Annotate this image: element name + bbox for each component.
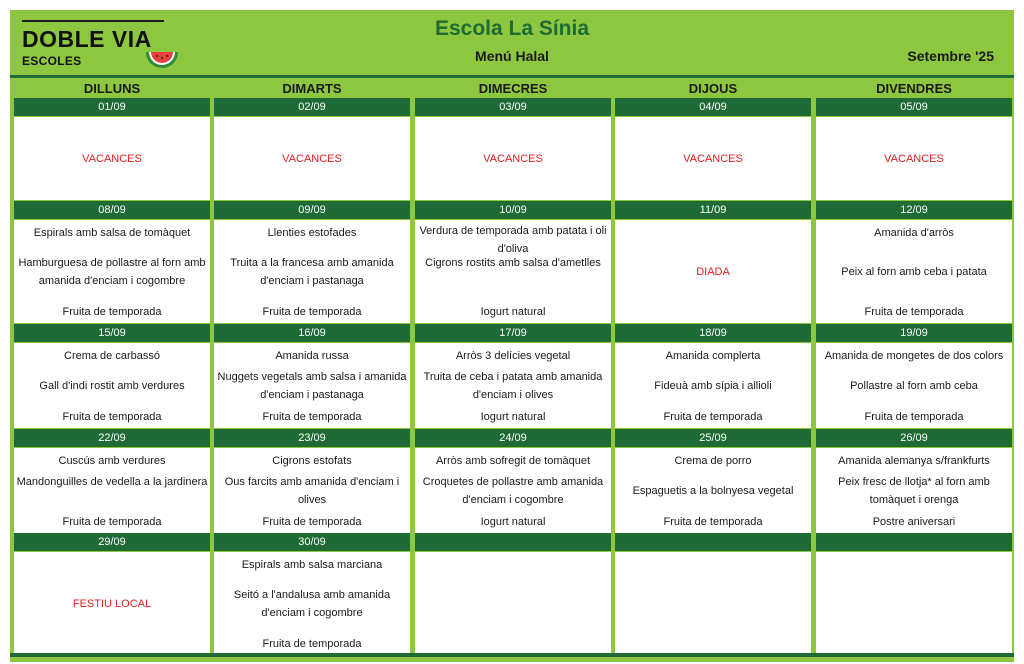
- date-bar: 24/09: [415, 429, 611, 447]
- menu-cell: [14, 552, 210, 655]
- menu-cell: [816, 220, 1012, 323]
- menu-cell: [214, 448, 410, 533]
- dessert: Fruita de temporada: [864, 411, 964, 423]
- date-bar: 11/09: [615, 201, 811, 219]
- menu-cell: [615, 343, 811, 428]
- bottom-rule: [10, 653, 1014, 657]
- date-bar: 18/09: [615, 324, 811, 342]
- header-rule: [10, 75, 1014, 78]
- date-bar: 05/09: [816, 98, 1012, 116]
- special-day-label: VACANCES: [483, 152, 543, 165]
- date-bar: 02/09: [214, 98, 410, 116]
- dessert: Fruita de temporada: [62, 306, 162, 318]
- second-course: Peix al forn amb ceba i patata: [841, 265, 987, 278]
- menu-cell: [415, 552, 611, 655]
- menu-cell: [214, 552, 410, 655]
- second-course: Nuggets vegetals amb salsa i amanida d'enciam i pastanaga: [217, 370, 407, 401]
- special-day-label: VACANCES: [884, 152, 944, 165]
- first-course: Arròs 3 delícies vegetal: [455, 350, 571, 362]
- menu-cell: [816, 448, 1012, 533]
- date-bar: 08/09: [14, 201, 210, 219]
- menu-cell: [14, 343, 210, 428]
- date-bar: [415, 533, 611, 551]
- dessert: Fruita de temporada: [62, 516, 162, 528]
- logo-sub-text: ESCOLES: [22, 54, 82, 68]
- menu-cell: [615, 448, 811, 533]
- dessert: Fruita de temporada: [262, 306, 362, 318]
- menu-cell: [214, 117, 410, 200]
- first-course: Amanida alemanya s/frankfurts: [838, 455, 990, 467]
- date-bar: 12/09: [816, 201, 1012, 219]
- second-course: Truita a la francesa amb amanida d'enciam i pastanaga: [230, 256, 394, 287]
- special-day-label: DIADA: [696, 265, 730, 278]
- dessert: Iogurt natural: [480, 306, 546, 318]
- date-bar: 22/09: [14, 429, 210, 447]
- menu-cell: [415, 343, 611, 428]
- dessert: Fruita de temporada: [62, 411, 162, 423]
- date-bar: 25/09: [615, 429, 811, 447]
- date-bar: 10/09: [415, 201, 611, 219]
- date-bar: 04/09: [615, 98, 811, 116]
- second-course: Truita de ceba i patata amb amanida d'enciam i olives: [423, 370, 603, 401]
- second-course: Mandonguilles de vedella a la jardinera: [16, 475, 208, 488]
- date-bar: 30/09: [214, 533, 410, 551]
- menu-cell: [214, 343, 410, 428]
- menu-cell: [14, 448, 210, 533]
- menu-cell: [816, 117, 1012, 200]
- date-bar: 26/09: [816, 429, 1012, 447]
- second-course: Pollastre al forn amb ceba: [850, 379, 978, 392]
- first-course: Amanida russa: [275, 350, 349, 362]
- day-header-monday: DILLUNS: [83, 81, 141, 96]
- menu-cell: [615, 117, 811, 200]
- first-course: Verdura de temporada amb patata i oli d'oliva: [419, 225, 607, 255]
- first-course: Llenties estofades: [267, 227, 357, 239]
- day-header-tuesday: DIMARTS: [282, 81, 342, 96]
- second-course: Hamburguesa de pollastre al forn amb amanida d'enciam i cogombre: [18, 256, 206, 287]
- date-bar: 29/09: [14, 533, 210, 551]
- date-bar: 16/09: [214, 324, 410, 342]
- menu-cell: [816, 552, 1012, 655]
- first-course: Amanida d'arròs: [874, 227, 954, 239]
- second-course: Ous farcits amb amanida d'enciam i olives: [224, 475, 400, 506]
- dessert: Fruita de temporada: [262, 411, 362, 423]
- first-course: Amanida complerta: [665, 350, 761, 362]
- dessert: Fruita de temporada: [262, 638, 362, 650]
- dessert: Postre aniversari: [872, 516, 956, 528]
- date-bar: 03/09: [415, 98, 611, 116]
- date-bar: [816, 533, 1012, 551]
- second-course: Croquetes de pollastre amb amanida d'enciam i cogombre: [422, 475, 604, 506]
- special-day-label: VACANCES: [82, 152, 142, 165]
- menu-title: Menú Halal: [475, 48, 549, 64]
- date-bar: 01/09: [14, 98, 210, 116]
- menu-cell: [816, 343, 1012, 428]
- menu-cell: [14, 220, 210, 323]
- logo-main-text: DOBLE VIA: [22, 26, 152, 52]
- menu-cell: [214, 220, 410, 323]
- menu-cell: [615, 220, 811, 323]
- day-header-wednesday: DIMECRES: [478, 81, 548, 96]
- day-header-friday: DIVENDRES: [876, 81, 952, 96]
- first-course: Cuscús amb verdures: [58, 455, 166, 467]
- second-course: Cigrons rostits amb salsa d'ametlles: [425, 256, 601, 269]
- date-bar: 23/09: [214, 429, 410, 447]
- month-label: Setembre '25: [907, 48, 994, 64]
- special-day-label: VACANCES: [282, 152, 342, 165]
- first-course: Arròs amb sofregit de tomàquet: [435, 455, 591, 467]
- date-bar: 19/09: [816, 324, 1012, 342]
- second-course: Fideuà amb sípia i allioli: [654, 379, 772, 392]
- special-day-label: VACANCES: [683, 152, 743, 165]
- menu-cell: [14, 117, 210, 200]
- dessert: Iogurt natural: [480, 411, 546, 423]
- date-bar: 09/09: [214, 201, 410, 219]
- first-course: Crema de carbassó: [64, 350, 160, 362]
- menu-cell: [615, 552, 811, 655]
- date-bar: 15/09: [14, 324, 210, 342]
- first-course: Espirals amb salsa de tomàquet: [33, 227, 191, 239]
- second-course: Gall d'indi rostit amb verdures: [39, 379, 185, 392]
- school-name: Escola La Sínia: [434, 17, 590, 40]
- first-course: Crema de porro: [674, 455, 752, 467]
- date-bar: [615, 533, 811, 551]
- dessert: Fruita de temporada: [663, 411, 763, 423]
- dessert: Fruita de temporada: [262, 516, 362, 528]
- second-course: Peix fresc de llotja* al forn amb tomàquet i orenga: [838, 475, 990, 506]
- header: [10, 10, 1014, 76]
- second-course: Seitó a l'andalusa amb amanida d'enciam i cogombre: [233, 588, 391, 619]
- first-course: Cigrons estofats: [272, 455, 352, 467]
- menu-cell: [415, 220, 611, 323]
- dessert: Fruita de temporada: [663, 516, 763, 528]
- menu-cell: [415, 117, 611, 200]
- date-bar: 17/09: [415, 324, 611, 342]
- menu-cell: [415, 448, 611, 533]
- first-course: Espirals amb salsa marciana: [241, 559, 383, 571]
- dessert: Fruita de temporada: [864, 306, 964, 318]
- special-day-label: FESTIU LOCAL: [72, 597, 152, 610]
- day-header-thursday: DIJOUS: [688, 81, 738, 96]
- first-course: Amanida de mongetes de dos colors: [824, 350, 1004, 362]
- second-course: Espaguetis a la bolnyesa vegetal: [632, 484, 794, 497]
- dessert: Iogurt natural: [480, 516, 546, 528]
